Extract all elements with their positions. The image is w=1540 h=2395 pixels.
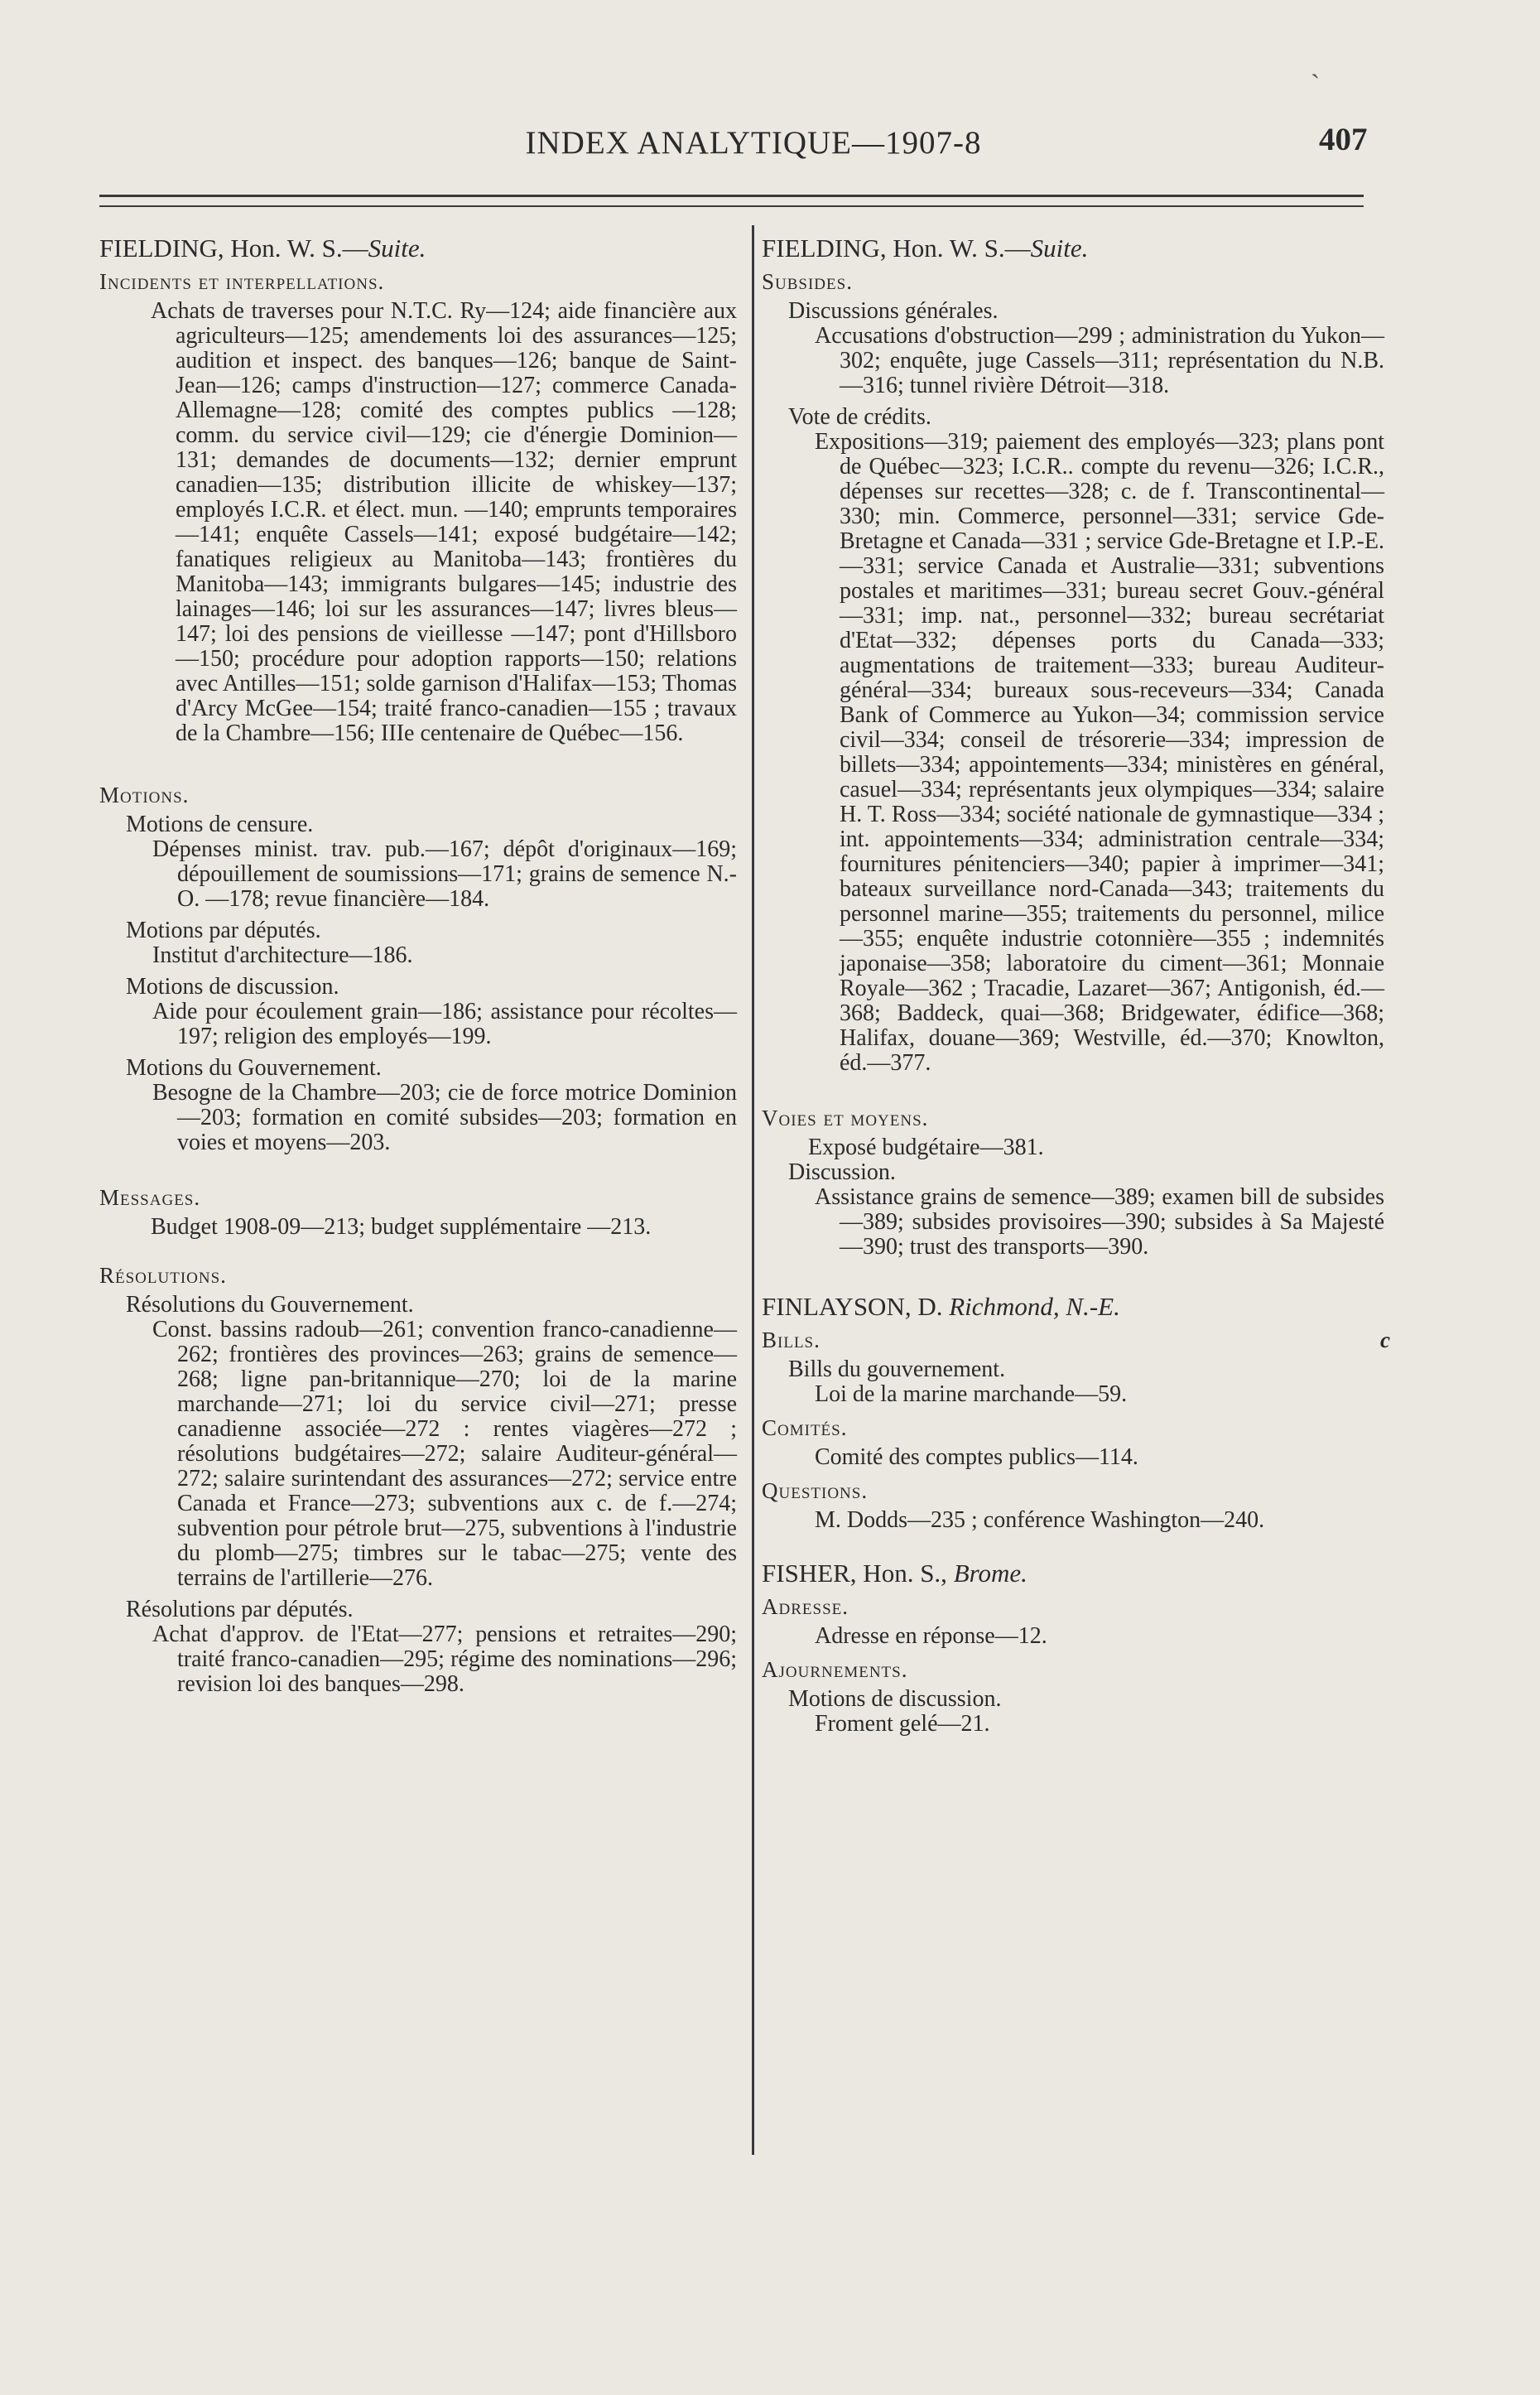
subsection-label: Motions de discussion. <box>126 974 339 1000</box>
subsection-label: Discussions générales. <box>788 298 999 324</box>
motions-deputes-text: Institut d'architecture—186. <box>152 942 413 968</box>
incidents-text: Achats de traverses pour N.T.C. Ry—124; aide financière aux agriculteurs—125; amendements loi des assurances—125; audition et inspect. des banques—126; banque de Saint-Jean—126; camps d'instruction—127; commerce Canada-Allemagne—128; comité des comptes publics —128; comm. du service civil—129; cie d'énergie Dominion—131; demandes de documents—132; dernier emprunt canadien—135; distribution illicite de whiskey—137; employés I.C.R. et élect. mun. —140; emprunts temporaires—141; enquête Cassels—141; exposé budgétaire—142; fanatiques religieux au Manitoba—143; frontières du Manitoba—143; immigrants bulgares—145; industrie des lainages—146; loi sur les assurances—147; livres bleus—147; loi des pensions de vieillesse —147; pont d'Hillsboro—150; procédure pour adoption rapports—150; relations avec Antilles—151; solde garnison d'Halifax—153; Thomas d'Arcy McGee—154; traité franco-canadien—155 ; travaux de la Chambre—156; IIIe centenaire de Québec—156. <box>151 298 737 746</box>
entry-heading-fielding <box>99 236 737 261</box>
header-rule-secondary <box>99 205 1364 207</box>
section-resolutions: Résolutions. <box>99 1263 227 1288</box>
ajourn-motions-group <box>762 1687 1384 1737</box>
entry-riding: Richmond, N.-E. <box>949 1292 1120 1321</box>
entry-name: FIELDING, Hon. W. S.— <box>99 234 368 263</box>
questions-text: M. Dodds—235 ; conférence Washington—240. <box>815 1507 1265 1533</box>
section-incidents: Incidents et interpellations. <box>99 269 385 294</box>
motions-deputes-group <box>99 918 737 968</box>
header-rule <box>99 195 1364 197</box>
bills-gouv-group <box>762 1357 1384 1407</box>
voies-expose-text: Exposé budgétaire—381. <box>808 1135 1044 1160</box>
vote-group <box>762 405 1384 1076</box>
res-gouv-group <box>99 1293 737 1591</box>
motions-censure-text: Dépenses minist. trav. pub.—167; dépôt d'originaux—169; dépouillement de soumissions—171; grains de semence N.-O. —178; revue financière—184. <box>152 836 737 912</box>
entry-name: FINLAYSON, D. <box>762 1292 943 1321</box>
entry-suite: Suite. <box>368 234 426 263</box>
res-gouv-text: Const. bassins radoub—261; convention franco-canadienne—262; frontières des provinces—263; grains de semence—268; ligne pan-britannique—270; loi de la marine marchande—271; loi du service civil—271; presse canadienne associée—272 : rentes viagères—272 ; résolutions budgétaires—272; salaire Auditeur-général—272; salaire surintendant des assurances—272; service entre Canada et France—273; subventions aux c. de f.—274; subvention pour pétrole brut—275, subventions à l'industrie du plomb—275; timbres sur le tabac—275; vente des terrains de l'artillerie—276. <box>152 1317 737 1591</box>
entry-heading-fielding-cont <box>762 236 1384 261</box>
entry-riding: Brome. <box>953 1559 1027 1588</box>
motions-discussion-group <box>99 975 737 1049</box>
section-bills <box>762 1328 1391 1352</box>
subsection-label: Motions de censure. <box>126 812 314 837</box>
page-number: 407 <box>1319 122 1368 157</box>
disc-gen-text: Accusations d'obstruction—299 ; administration du Yukon—302; enquête, juge Cassels—311; représentation du N.B.—316; tunnel rivière Détroit—318. <box>815 323 1384 398</box>
entry-suite: Suite. <box>1030 234 1089 263</box>
bills-gouv-text: Loi de la marine marchande—59. <box>815 1381 1128 1407</box>
voies-discussion-text: Assistance grains de semence—389; examen bill de subsides—389; subsides provisoires—390; subsides à Sa Majesté—390; trust des transports—390. <box>815 1184 1384 1260</box>
right-column <box>762 234 1391 1743</box>
ajourn-motions-text: Froment gelé—21. <box>815 1711 990 1737</box>
voies-discussion-group <box>762 1160 1384 1260</box>
section-motions: Motions. <box>99 783 190 807</box>
section-label: Bills. <box>762 1328 821 1352</box>
column-divider <box>752 225 754 2155</box>
adresse-text: Adresse en réponse—12. <box>815 1623 1047 1649</box>
page-title: INDEX ANALYTIQUE—1907-8 <box>525 125 982 161</box>
section-messages: Messages. <box>99 1185 201 1210</box>
motions-discussion-text: Aide pour écoulement grain—186; assistance pour récoltes—197; religion des employés—199. <box>152 999 737 1049</box>
motions-gouv-group <box>99 1056 737 1155</box>
entry-name: FISHER, Hon. S., <box>762 1559 947 1588</box>
messages-text: Budget 1908-09—213; budget supplémentaire —213. <box>151 1214 652 1240</box>
comites-text: Comité des comptes publics—114. <box>815 1444 1138 1470</box>
motions-censure-group <box>99 812 737 912</box>
stray-mark: ˋ <box>1311 70 1321 100</box>
subsection-label: Vote de crédits. <box>788 404 931 430</box>
subsection-label: Motions par députés. <box>126 918 321 943</box>
section-adresse: Adresse. <box>762 1594 849 1619</box>
left-column <box>99 236 737 1703</box>
margin-mark: c <box>1380 1328 1391 1352</box>
section-comites: Comités. <box>762 1415 848 1440</box>
section-subsides: Subsides. <box>762 269 853 294</box>
subsection-label: Bills du gouvernement. <box>788 1357 1006 1382</box>
subsection-label: Discussion. <box>788 1159 896 1185</box>
subsection-label: Motions de discussion. <box>788 1686 1002 1712</box>
subsection-label: Résolutions du Gouvernement. <box>126 1292 414 1318</box>
disc-gen-group <box>762 299 1384 398</box>
section-ajournements: Ajournements. <box>762 1657 908 1682</box>
motions-gouv-text: Besogne de la Chambre—203; cie de force motrice Dominion—203; formation en comité subsides—203; formation en voies et moyens—203. <box>152 1080 737 1155</box>
entry-name: FIELDING, Hon. W. S.— <box>762 234 1031 263</box>
section-questions: Questions. <box>762 1478 869 1503</box>
vote-text: Expositions—319; paiement des employés—323; plans pont de Québec—323; I.C.R.. compte du revenu—326; I.C.R., dépenses sur recettes—328; c. de f. Transcontinental—330; min. Commerce, personnel—331; service Gde-Bretagne et Canada—331 ; service Gde-Bretagne et I.P.-E.—331; service Canada et Australie—331; subventions postales et maritimes—331; bureau secret Gouv.-général —331; imp. nat., personnel—332; bureau secrétariat d'Etat—332; dépenses ports du Canada—333; augmentations de traitement—333; bureau Auditeur-général—334; bureaux sous-receveurs—334; Canada Bank of Commerce au Yukon—34; commission service civil—334; conseil de trésorerie—334; impression de billets—334; appointements—334; ministères en général, casuel—334; représentants jeux olympiques—334; salaire H. T. Ross—334; société nationale de gymnastique—334 ; int. appointements—334; administration centrale—334; fournitures pénitenciers—340; papier à imprimer—341; bateaux surveillance nord-Canada—343; traitements du personnel marine—355; traitements du personnel, milice—355; enquête industrie cotonnière—355 ; indemnités japonaise—358; laboratoire du ciment—361; Monnaie Royale—362 ; Tracadie, Lazaret—367; Antigonish, éd.—368; Baddeck, quai—368; Bridgewater, édifice—368; Halifax, douane—369; Westville, éd.—370; Knowlton, éd.—377. <box>815 429 1384 1076</box>
entry-heading-finlayson <box>762 1294 1384 1319</box>
section-voies-moyens: Voies et moyens. <box>762 1106 929 1130</box>
res-deputes-text: Achat d'approv. de l'Etat—277; pensions et retraites—290; traité franco-canadien—295; régime des nominations—296; revision loi des banques—298. <box>152 1622 737 1697</box>
subsection-label: Résolutions par députés. <box>126 1597 354 1622</box>
entry-heading-fisher <box>762 1561 1384 1586</box>
res-deputes-group <box>99 1597 737 1697</box>
subsection-label: Motions du Gouvernement. <box>126 1055 382 1081</box>
